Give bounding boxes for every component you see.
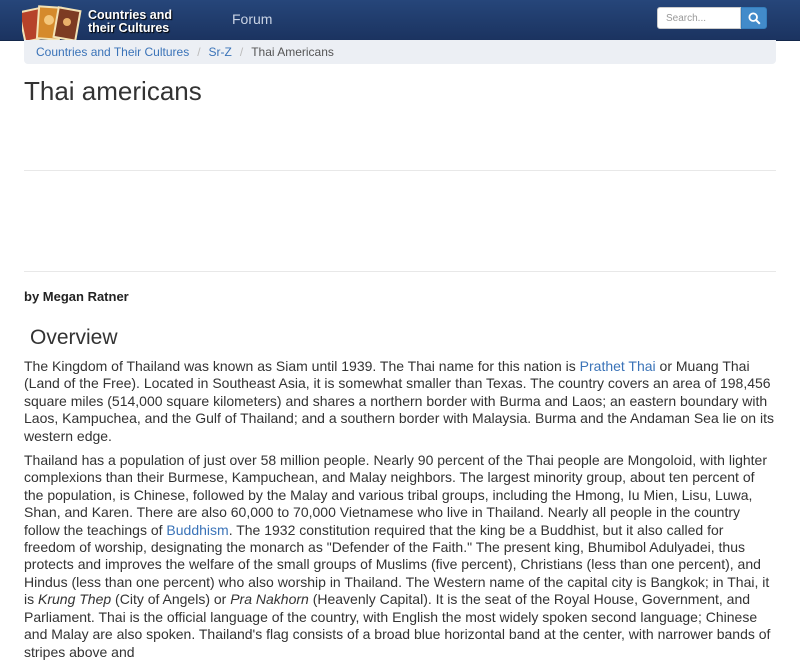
paragraph bbox=[24, 358, 776, 445]
breadcrumb-separator: / bbox=[239, 45, 244, 59]
link-buddhism[interactable]: Buddhism bbox=[166, 521, 229, 538]
text-span: or Muang Thai (Land of the Free). Located in Southeast Asia, it is somewhat smaller than Texas. The country covers an area of 198,456 square miles (514,000 square kilometers) and shares a northern border with Burma and Laos; an eastern boundary with Laos, Kampuchea, and the Gulf of Thailand; and a southern border with Malaysia. Burma and the Andaman Sea lie on its western edge. bbox=[24, 358, 774, 444]
logo-line2: their Cultures bbox=[88, 21, 170, 35]
text-span: Thailand has a population of just over 58 million people. Nearly 90 percent of the Thai people are Mongoloid, with lighter complexions than their Burmese, Kampuchean, and Malay neighbors. The largest minority group, about ten percent of the population, is Chinese, followed by the Malay and various tribal groups, including the Hmong, Iu Mien, Lisu, Luwa, Shan, and Karen. There are also 60,000 to 70,000 Vietnamese who live in Thailand. Nearly all people in the country follow the teachings of bbox=[24, 452, 767, 538]
breadcrumb-link-sr-z[interactable]: Sr-Z bbox=[208, 45, 232, 59]
search-icon bbox=[748, 12, 761, 25]
logo-line1: Countries and bbox=[88, 8, 173, 22]
emphasis-text: Pra Nakhorn bbox=[230, 591, 309, 608]
text-span: (Heavenly Capital). It is the seat of the Royal House, Government, and Parliament. Thai is the official language of the country, with English the most widely spoken second language; Chinese and Malay are also spoken. Thailand's flag consists of a broad blue horizontal band at the center, with narrower bands of stripes above and bbox=[24, 591, 771, 660]
logo-image-icon bbox=[22, 4, 84, 44]
divider bbox=[24, 170, 776, 171]
emphasis-text: Krung Thep bbox=[38, 591, 112, 608]
top-navbar bbox=[0, 0, 800, 41]
nav-forum-link[interactable]: Forum bbox=[232, 11, 273, 27]
text-span: (City of Angels) or bbox=[111, 591, 231, 608]
search-input[interactable] bbox=[657, 7, 741, 29]
search-button[interactable] bbox=[741, 7, 767, 29]
breadcrumb bbox=[24, 40, 776, 64]
divider bbox=[24, 271, 776, 272]
breadcrumb-current: Thai Americans bbox=[251, 45, 334, 59]
breadcrumb-link-countries[interactable]: Countries and Their Cultures bbox=[36, 45, 190, 59]
article-body bbox=[24, 358, 776, 668]
link-prathet-thai[interactable]: Prathet Thai bbox=[579, 358, 656, 374]
text-span: The Kingdom of Thailand was known as Siam until 1939. The Thai name for this nation is bbox=[24, 358, 580, 374]
author-byline: by Megan Ratner bbox=[24, 289, 129, 304]
section-heading-overview: Overview bbox=[30, 326, 118, 349]
breadcrumb-separator: / bbox=[197, 45, 201, 59]
page-title: Thai americans bbox=[24, 76, 202, 106]
site-logo[interactable] bbox=[22, 4, 200, 44]
text-span: . The 1932 constitution required that the king be a Buddhist, but it also called for freedom of worship, designating the monarch as "Defender of the Faith." The present king, Bhumibol Adulyadei, thus protects and improves the welfare of the small groups of Muslims (five percent), Christians (less than one percent), and Hindus (less than one percent) who also worship in Thailand. The Western name of the capital city is Bangkok; in Thai, it is bbox=[24, 521, 770, 608]
paragraph bbox=[24, 452, 776, 661]
logo-text bbox=[88, 9, 172, 35]
